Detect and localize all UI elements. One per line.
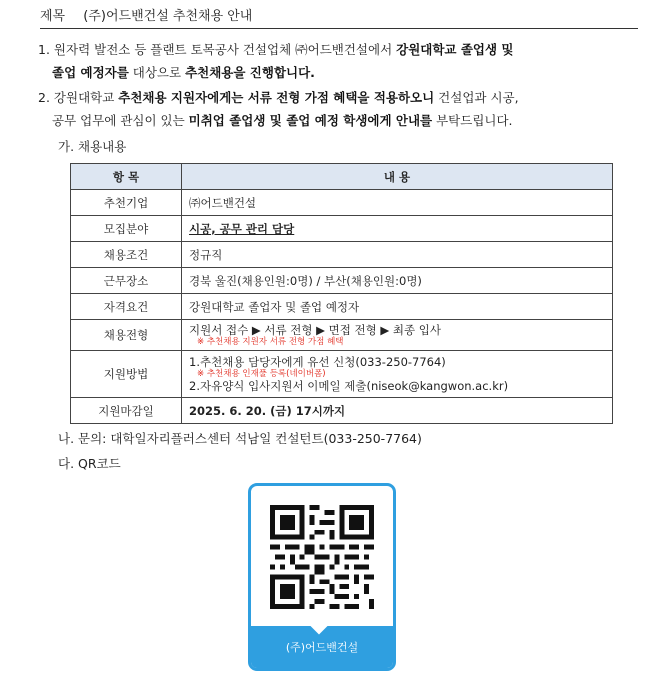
recruit-info-table	[70, 163, 613, 424]
table-header-content: 내 용	[182, 164, 613, 190]
row-value	[182, 216, 613, 242]
process-note: ※ 추천채용 지원자 서류 전형 가점 혜택	[197, 337, 344, 347]
document-title-row	[40, 6, 638, 29]
apply-note: ※ 추천채용 인재풀 등록(네이버폼)	[197, 369, 326, 379]
table-row	[71, 398, 613, 424]
para1-bold-3: 추천채용을 진행합니다.	[185, 65, 315, 80]
row-key: 근무장소	[71, 268, 182, 294]
section-ga-heading: 가. 채용내용	[58, 139, 127, 154]
qr-card[interactable]	[248, 483, 396, 671]
table-row	[71, 190, 613, 216]
row-value: 강원대학교 졸업자 및 졸업 예정자	[182, 294, 613, 320]
para2-bold-1: 추천채용 지원자에게는 서류 전형 가점 혜택을 적용하오니	[118, 90, 435, 105]
row-value	[182, 398, 613, 424]
table-header-row	[71, 164, 613, 190]
para1-number: 1.	[38, 42, 50, 57]
para2-text-4: 부탁드립니다.	[432, 113, 513, 128]
section-na-inquiry: 나. 문의: 대학일자리플러스센터 석남일 컨설턴트(033-250-7764)	[58, 431, 422, 446]
para2-number: 2.	[38, 90, 50, 105]
apply-method-2: 2.자유양식 입사지원서 이메일 제출(niseok@kangwon.ac.kr)	[189, 379, 509, 393]
para2-text-1: 강원대학교	[53, 90, 119, 105]
para1-text-1: 원자력 발전소 등 플랜트 토목공사 건설업체 ㈜어드밴건설에서	[53, 42, 397, 57]
table-row	[71, 320, 613, 351]
section-da-heading: 다. QR코드	[58, 456, 121, 471]
row-value	[182, 320, 613, 351]
title-label: 제목	[40, 9, 66, 24]
table-row	[71, 242, 613, 268]
para2-text-2: 건설업과 시공,	[434, 90, 519, 105]
paragraph-1	[38, 38, 638, 84]
para1-bold-1: 강원대학교 졸업생 및	[396, 42, 514, 57]
table-row	[71, 216, 613, 242]
para1-bold-2: 졸업 예정자를	[52, 65, 129, 80]
row-key: 채용전형	[71, 320, 182, 351]
para1-text-2: 대상으로	[128, 65, 186, 80]
qr-caption: (주)어드밴건설	[285, 641, 359, 654]
field-value-bold: 시공, 공무 관리 담당	[189, 221, 295, 236]
row-key: 추천기업	[71, 190, 182, 216]
qr-caption-bar	[251, 626, 393, 668]
row-value	[182, 351, 613, 398]
table-row	[71, 294, 613, 320]
process-steps: 지원서 접수 ▶ 서류 전형 ▶ 면접 전형 ▶ 최종 입사	[189, 323, 441, 337]
row-key: 자격요건	[71, 294, 182, 320]
row-key: 채용조건	[71, 242, 182, 268]
para2-bold-2: 미취업 졸업생 및 졸업 예정 학생에게 안내를	[188, 113, 433, 128]
row-key: 지원방법	[71, 351, 182, 398]
table-row	[71, 268, 613, 294]
row-key: 모집분야	[71, 216, 182, 242]
paragraph-2	[38, 86, 638, 132]
page-title: (주)어드밴건설 추천채용 안내	[83, 9, 253, 24]
deadline-value: 2025. 6. 20. (금) 17시까지	[189, 403, 346, 418]
row-key: 지원마감일	[71, 398, 182, 424]
row-value: 정규직	[182, 242, 613, 268]
row-value: ㈜어드밴건설	[182, 190, 613, 216]
para2-text-3: 공무 업무에 관심이 있는	[52, 113, 189, 128]
qr-code-icon	[270, 505, 374, 609]
table-header-item: 항 목	[71, 164, 182, 190]
table-row	[71, 351, 613, 398]
apply-method-1: 1.추천채용 담당자에게 유선 신청(033-250-7764)	[189, 355, 446, 369]
row-value: 경북 울진(채용인원:0명) / 부산(채용인원:0명)	[182, 268, 613, 294]
